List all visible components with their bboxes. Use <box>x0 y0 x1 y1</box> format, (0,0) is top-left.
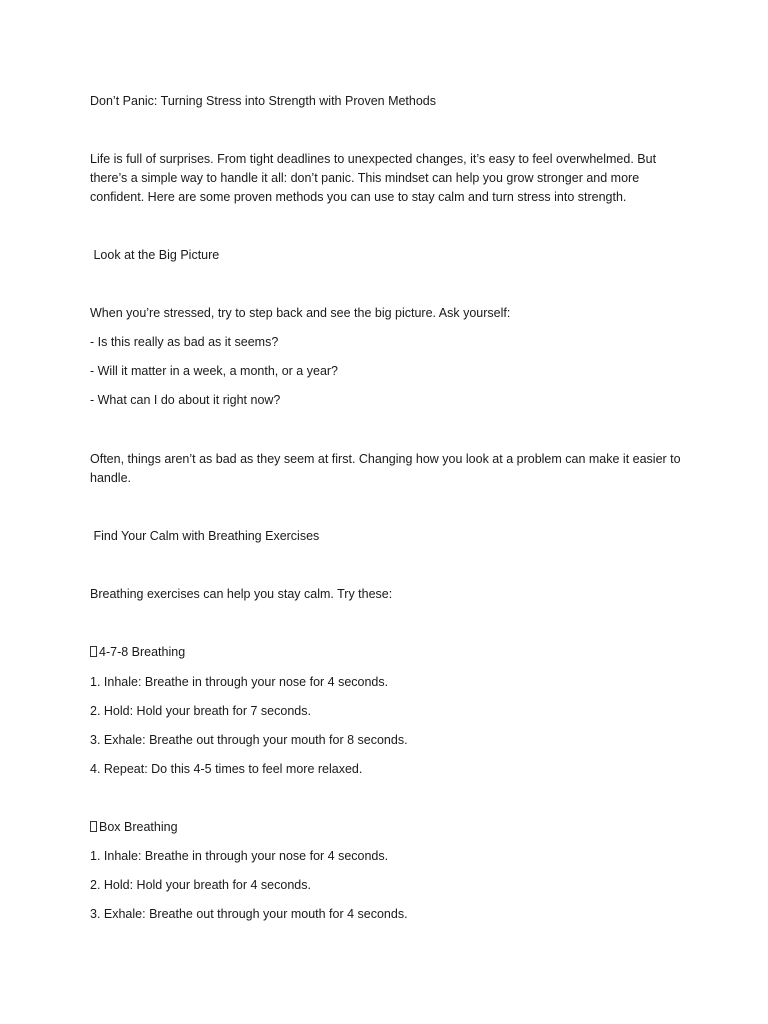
step-item: 4. Repeat: Do this 4-5 times to feel more relaxed. <box>90 762 363 776</box>
document-title: Don’t Panic: Turning Stress into Strength with Proven Methods <box>90 94 437 108</box>
step-item: 1. Inhale: Breathe in through your nose for 4 seconds. <box>90 675 389 689</box>
breathing-lead: Breathing exercises can help you stay calm. Try these: <box>90 587 393 601</box>
section-heading-breathing: Find Your Calm with Breathing Exercises <box>90 529 320 543</box>
big-picture-lead: When you’re stressed, try to step back and see the big picture. Ask yourself: <box>90 306 511 320</box>
question-item: - Will it matter in a week, a month, or a year? <box>90 364 339 378</box>
step-item: 2. Hold: Hold your breath for 7 seconds. <box>90 704 311 718</box>
question-item: - What can I do about it right now? <box>90 393 281 407</box>
technique-heading-478 <box>90 643 690 662</box>
missing-glyph-icon <box>90 646 97 657</box>
missing-glyph-icon <box>90 821 97 832</box>
technique-name: 4-7-8 Breathing <box>99 645 186 659</box>
intro-paragraph: Life is full of surprises. From tight deadlines to unexpected changes, it’s easy to feel overwhelmed. But there’s a simple way to handle it all: don’t panic. This mindset can help you grow stronger and more confident. Here are some proven methods you can use to stay calm and turn stress into strength. <box>90 152 660 204</box>
section-heading-big-picture: Look at the Big Picture <box>90 248 220 262</box>
step-item: 2. Hold: Hold your breath for 4 seconds. <box>90 878 311 892</box>
step-item: 3. Exhale: Breathe out through your mouth for 4 seconds. <box>90 907 408 921</box>
big-picture-closing: Often, things aren’t as bad as they seem at first. Changing how you look at a problem can make it easier to handle. <box>90 452 685 485</box>
technique-name: Box Breathing <box>99 820 178 834</box>
step-item: 1. Inhale: Breathe in through your nose for 4 seconds. <box>90 849 389 863</box>
question-item: - Is this really as bad as it seems? <box>90 335 279 349</box>
technique-heading-box <box>90 818 690 837</box>
step-item: 3. Exhale: Breathe out through your mouth for 8 seconds. <box>90 733 408 747</box>
